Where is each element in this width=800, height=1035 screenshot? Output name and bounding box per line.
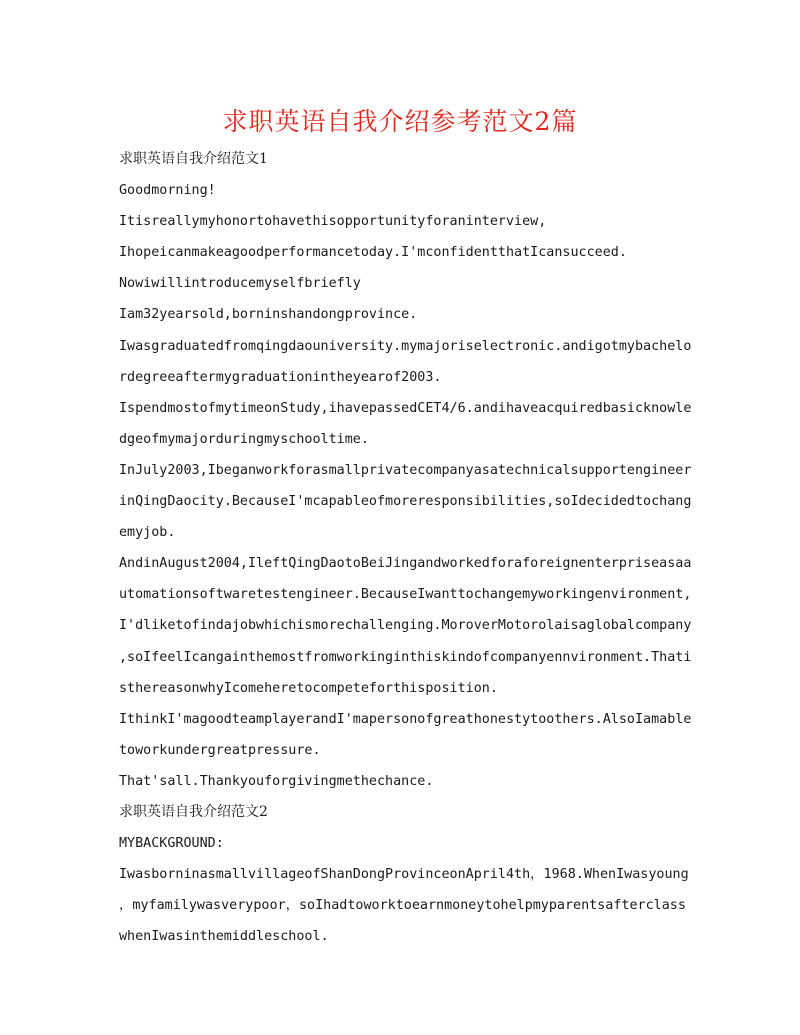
section-heading-2: 求职英语自我介绍范文2: [119, 803, 268, 820]
text-line: toworkundergreatpressure.: [119, 742, 321, 758]
text-line: I'dliketofindajobwhichismorechallenging.MoroverMotorolaisaglobalcompany: [119, 618, 692, 634]
text-line: rdegreeaftermygraduationintheyearof2003.: [119, 369, 442, 385]
text-line: IthinkI'magoodteamplayerandI'mapersonofgreathonestytoothers.AlsoIamable: [119, 711, 692, 727]
text-line: emyjob.: [119, 525, 176, 541]
text-line: MYBACKGROUND:: [119, 836, 224, 852]
document-title: 求职英语自我介绍参考范文2篇: [222, 107, 578, 136]
text-line: sthereasonwhyIcomeheretocompeteforthisposition.: [119, 680, 498, 696]
text-line: dgeofmymajorduringmyschooltime.: [119, 431, 369, 447]
text-line: ，myfamilywasverypoor，soIhadtoworktoearnmoneytohelpmyparentsafterclass: [119, 898, 686, 914]
text-line: Goodmorning!: [119, 183, 216, 199]
text-line: AndinAugust2004,IleftQingDaotoBeiJingandworkedforaforeignenterpriseasaa: [119, 556, 692, 572]
text-line: InJuly2003,Ibeganworkforasmallprivatecompanyasatechnicalsupportengineer: [119, 462, 692, 478]
text-line: That'sall.Thankyouforgivingmethechance.: [119, 773, 434, 789]
text-line: IspendmostofmytimeonStudy,ihavepassedCET4/6.andihaveacquiredbasicknowle: [119, 400, 692, 416]
text-line: ,soIfeelIcangainthemostfromworkinginthiskindofcompanyennvironment.Thati: [119, 649, 692, 665]
text-line: whenIwasinthemiddleschool.: [119, 929, 329, 945]
section-heading-1: 求职英语自我介绍范文1: [119, 151, 268, 167]
text-line: IwasborninasmallvillageofShanDongProvinceonApril4th，1968.WhenIwasyoung: [119, 867, 689, 883]
text-line: Iam32yearsold,borninshandongprovince.: [119, 307, 418, 323]
text-line: inQingDaocity.BecauseI'mcapableofmoreresponsibilities,soIdecidedtochang: [119, 494, 692, 510]
text-line: Iwasgraduatedfromqingdaouniversity.mymajoriselectronic.andigotmybachelo: [119, 338, 692, 354]
text-line: Ihopeicanmakeagoodperformancetoday.I'mconfidentthatIcansucceed.: [119, 245, 627, 261]
text-line: Itisreallymyhonortohavethisopportunityforaninterview,: [119, 214, 547, 230]
text-line: Nowiwillintroducemyselfbriefly: [119, 276, 361, 292]
document-body: [119, 144, 692, 952]
text-line: utomationsoftwaretestengineer.BecauseIwanttochangemyworkingenvironment,: [119, 587, 692, 603]
